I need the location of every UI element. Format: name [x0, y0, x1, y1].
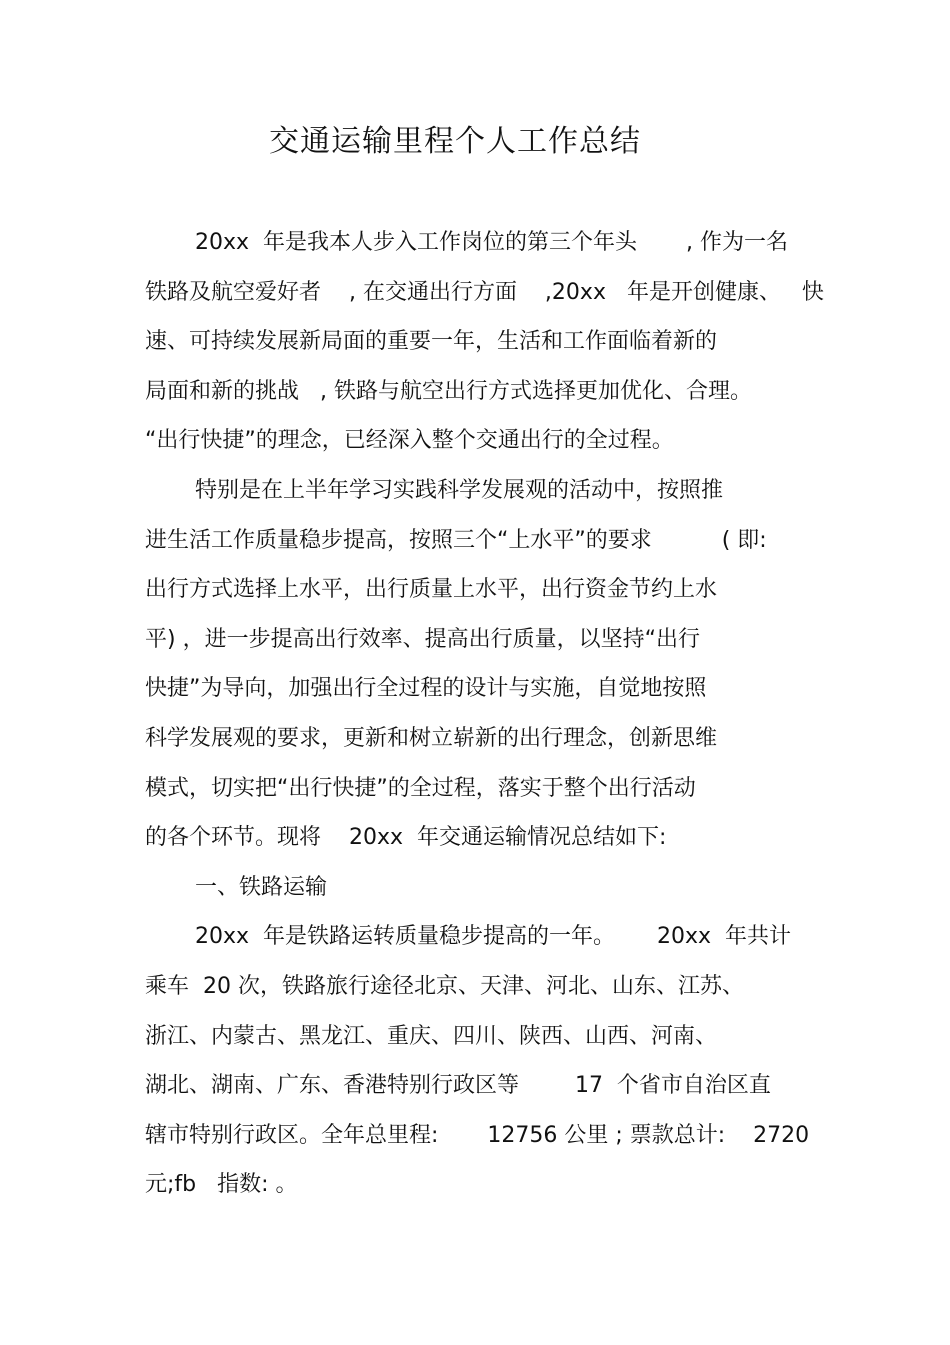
paragraph-3-line-6: 元;fb 指数: 。	[145, 1172, 298, 1198]
paragraph-1-line-3: 速、可持续发展新局面的重要一年，生活和工作面临着新的	[145, 329, 718, 355]
paragraph-2-line-4: 平) ，进一步提高出行效率、提高出行质量，以坚持“出行	[145, 626, 700, 652]
paragraph-1-line-4: 局面和新的挑战 , 铁路与航空出行方式选择更加优化、合理。	[145, 378, 752, 404]
paragraph-3-line-3: 浙江、内蒙古、黑龙江、重庆、四川、陕西、山西、河南、	[145, 1023, 718, 1049]
paragraph-2-line-3: 出行方式选择上水平，出行质量上水平，出行资金节约上水	[145, 577, 718, 603]
paragraph-3-line-1: 20xx 年是铁路运转质量稳步提高的一年。 20xx 年共计	[195, 924, 791, 950]
paragraph-2-line-5: 快捷”为导向，加强出行全过程的设计与实施，自觉地按照	[145, 676, 707, 702]
paragraph-1-line-5: “出行快捷”的理念，已经深入整个交通出行的全过程。	[145, 428, 674, 454]
paragraph-2-line-7: 模式，切实把“出行快捷”的全过程，落实于整个出行活动	[145, 775, 696, 801]
paragraph-2-line-1: 特别是在上半年学习实践科学发展观的活动中，按照推	[195, 477, 724, 503]
paragraph-3-line-2: 乘车 20 次，铁路旅行途径北京、天津、河北、山东、江苏、	[145, 973, 744, 999]
paragraph-2-line-6: 科学发展观的要求，更新和树立崭新的出行理念，创新思维	[145, 725, 718, 751]
paragraph-2-line-8: 的各个环节。现将 20xx 年交通运输情况总结如下:	[145, 825, 667, 851]
document-title: 交通运输里程个人工作总结	[269, 124, 641, 159]
paragraph-2-line-2: 进生活工作质量稳步提高，按照三个“上水平”的要求 ( 即:	[145, 527, 767, 553]
paragraph-1-line-1: 20xx 年是我本人步入工作岗位的第三个年头 , 作为一名	[195, 230, 788, 255]
document-body	[145, 223, 825, 1215]
paragraph-3-line-4: 湖北、湖南、广东、香港特别行政区等 17 个省市自治区直	[145, 1073, 771, 1099]
paragraph-3-line-5: 辖市特别行政区。全年总里程: 12756 公里 ; 票款总计: 2720	[145, 1122, 810, 1148]
section-heading-railway: 一、铁路运输	[195, 874, 328, 900]
paragraph-1-line-2: 铁路及航空爱好者 , 在交通出行方面 ,20xx 年是开创健康、 快	[145, 279, 824, 305]
